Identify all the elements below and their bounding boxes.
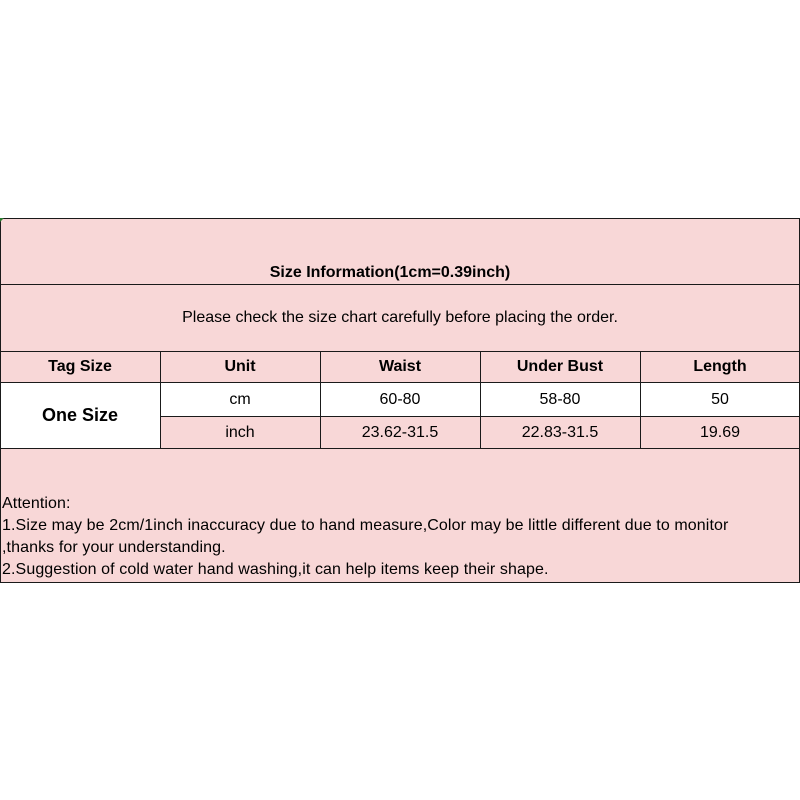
- attention-heading: Attention:: [2, 495, 71, 512]
- chart-note: Please check the size chart carefully before placing the order.: [182, 309, 618, 326]
- header-unit: Unit: [224, 358, 256, 375]
- header-waist: Waist: [378, 358, 422, 375]
- cm-unit: cm: [229, 391, 251, 408]
- attention-line-1: 1.Size may be 2cm/1inch inaccuracy due to hand measure,Color may be little different due to monitor: [2, 517, 729, 534]
- border-bottom: [0, 582, 800, 583]
- divider-table-bottom: [0, 448, 800, 449]
- inch-unit: inch: [225, 424, 255, 441]
- divider-header: [0, 382, 800, 383]
- divider-col-1: [160, 351, 161, 449]
- cm-under-bust: 58-80: [539, 391, 581, 408]
- header-length: Length: [693, 358, 747, 375]
- chart-title: Size Information(1cm=0.39inch): [269, 264, 511, 281]
- cell-corner-marker: [0, 218, 4, 222]
- divider-col-3: [480, 351, 481, 449]
- divider-note: [0, 351, 800, 352]
- divider-col-4: [640, 351, 641, 449]
- inch-length: 19.69: [699, 424, 741, 441]
- tag-size-value: One Size: [41, 404, 119, 425]
- header-under-bust: Under Bust: [516, 358, 604, 375]
- cm-waist: 60-80: [379, 391, 421, 408]
- header-tag-size: Tag Size: [48, 358, 112, 375]
- border-left: [0, 218, 1, 583]
- attention-line-3: 2.Suggestion of cold water hand washing,it can help items keep their shape.: [2, 561, 549, 578]
- size-chart: [0, 218, 800, 583]
- inch-under-bust: 22.83-31.5: [521, 424, 599, 441]
- attention-line-2: ,thanks for your understanding.: [2, 539, 226, 556]
- attention-notes: [2, 493, 728, 581]
- border-top: [0, 218, 800, 219]
- inch-waist: 23.62-31.5: [361, 424, 439, 441]
- divider-title: [0, 284, 800, 285]
- divider-col-2: [320, 351, 321, 449]
- cm-length: 50: [711, 391, 729, 408]
